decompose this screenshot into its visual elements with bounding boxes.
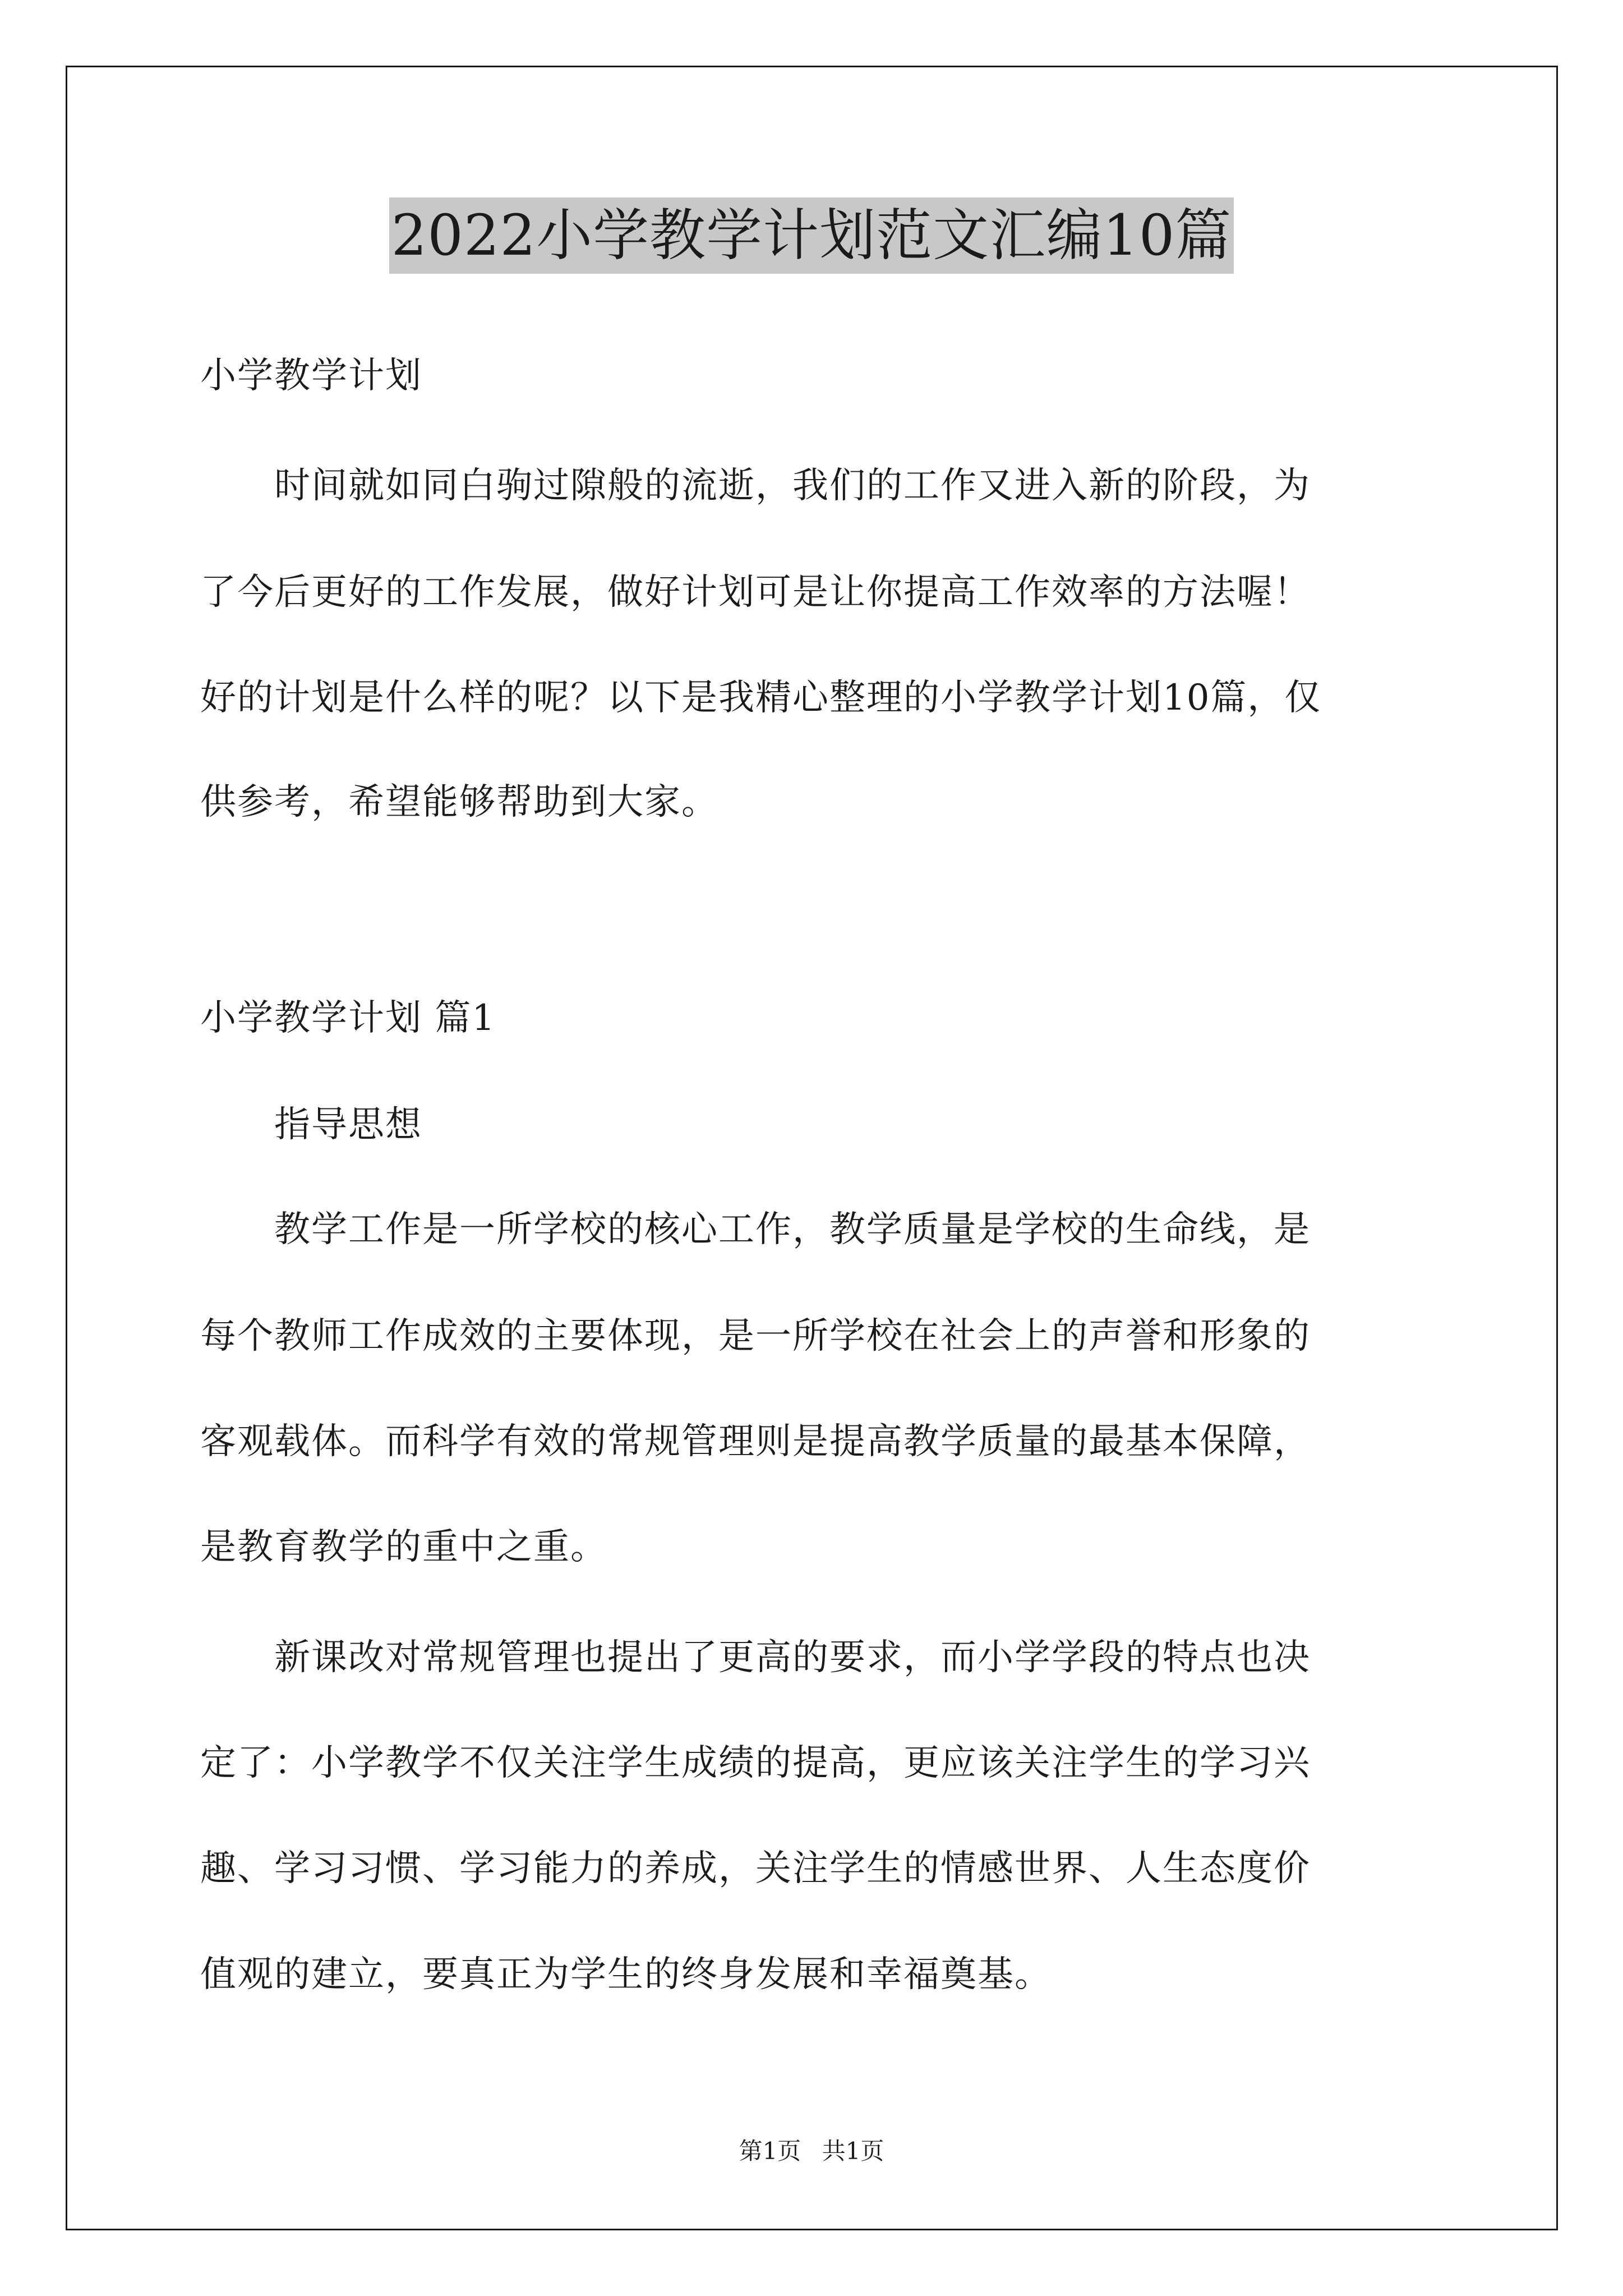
section-heading: 小学教学计划 篇1 <box>200 997 496 1039</box>
subheading: 指导思想 <box>200 1104 422 1145</box>
title-container <box>0 197 1623 274</box>
paragraph-line: 定了：小学教学不仅关注学生成绩的提高，更应该关注学生的学习兴 <box>200 1742 1311 1784</box>
page-footer <box>0 2133 1623 2166</box>
intro-heading: 小学教学计划 <box>200 355 422 397</box>
paragraph-line: 每个教师工作成效的主要体现，是一所学校在社会上的声誉和形象的 <box>200 1315 1311 1357</box>
intro-line: 好的计划是什么样的呢？以下是我精心整理的小学教学计划10篇，仅 <box>200 677 1322 719</box>
paragraph-line: 新课改对常规管理也提出了更高的要求，而小学学段的特点也决 <box>200 1637 1311 1678</box>
page-number: 第1页 <box>739 2137 801 2165</box>
intro-line: 了今后更好的工作发展，做好计划可是让你提高工作效率的方法喔！ <box>200 572 1311 613</box>
paragraph-line: 值观的建立，要真正为学生的终身发展和幸福奠基。 <box>200 1954 1052 1995</box>
paragraph-line: 是教育教学的重中之重。 <box>200 1526 607 1568</box>
paragraph-line: 客观载体。而科学有效的常规管理则是提高教学质量的最基本保障， <box>200 1421 1311 1462</box>
intro-line: 时间就如同白驹过隙般的流逝，我们的工作又进入新的阶段，为 <box>200 465 1311 507</box>
document-title: 2022小学教学计划范文汇编10篇 <box>389 197 1234 274</box>
page-total: 共1页 <box>822 2137 884 2165</box>
paragraph-line: 趣、学习习惯、学习能力的养成，关注学生的情感世界、人生态度价 <box>200 1848 1311 1889</box>
intro-line: 供参考，希望能够帮助到大家。 <box>200 781 718 823</box>
paragraph-line: 教学工作是一所学校的核心工作，教学质量是学校的生命线，是 <box>200 1209 1311 1250</box>
